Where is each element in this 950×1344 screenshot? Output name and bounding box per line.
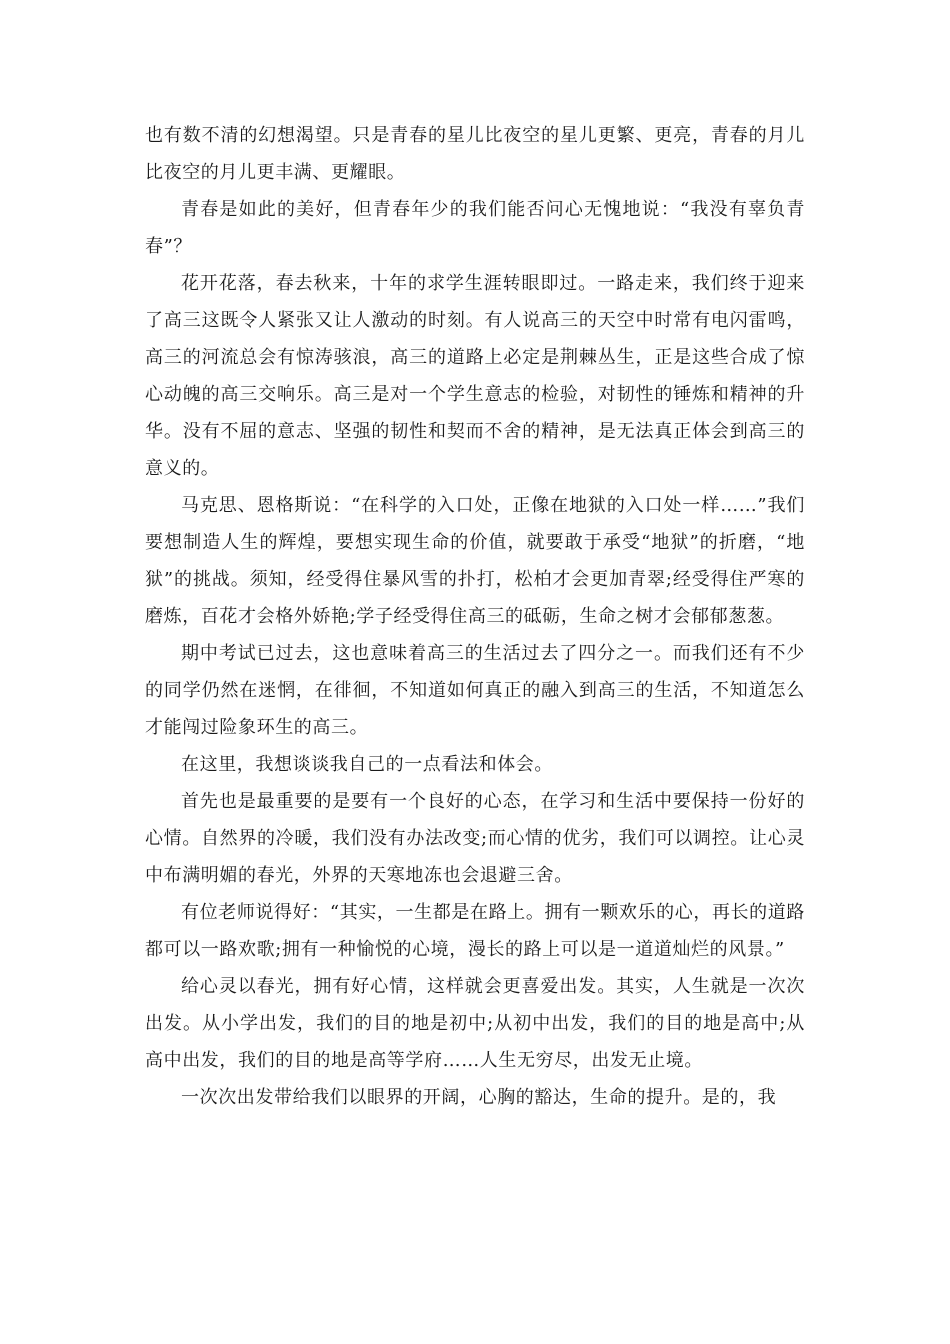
- paragraph-3: 花开花落，春去秋来，十年的求学生涯转眼即过。一路走来，我们终于迎来了高三这既令人紧张又让人激动的时刻。有人说高三的天空中时常有电闪雷鸣，高三的河流总会有惊涛骇浪，高三的道路上必定是荆棘丛生，正是这些合成了惊心动魄的高三交响乐。高三是对一个学生意志的检验，对韧性的锤炼和精神的升华。没有不屈的意志、坚强的韧性和契而不舍的精神，是无法真正体会到高三的意义的。: [145, 273, 805, 479]
- paragraph-1: 也有数不清的幻想渴望。只是青春的星儿比夜空的星儿更繁、更亮，青春的月儿比夜空的月儿更丰满、更耀眼。: [145, 125, 805, 183]
- paragraph-7: 首先也是最重要的是要有一个良好的心态，在学习和生活中要保持一份好的心情。自然界的冷暖，我们没有办法改变;而心情的优劣，我们可以调控。让心灵中布满明媚的春光，外界的天寒地冻也会退避三舍。: [145, 791, 805, 886]
- paragraph-6: 在这里，我想谈谈我自己的一点看法和体会。: [181, 754, 553, 775]
- paragraph-2: 青春是如此的美好，但青春年少的我们能否问心无愧地说：“我没有辜负青春”？: [145, 199, 805, 257]
- paragraph-9: 给心灵以春光，拥有好心情，这样就会更喜爱出发。其实，人生就是一次次出发。从小学出发，我们的目的地是初中;从初中出发，我们的目的地是高中;从高中出发，我们的目的地是高等学府……人生无穷尽，出发无止境。: [145, 976, 805, 1071]
- paragraph-10: 一次次出发带给我们以眼界的开阔，心胸的豁达，生命的提升。是的，我: [181, 1087, 777, 1108]
- paragraph-4: 马克思、恩格斯说：“在科学的入口处，正像在地狱的入口处一样……”我们要想制造人生的辉煌，要想实现生命的价值，就要敢于承受“地狱”的折磨，“地狱”的挑战。须知，经受得住暴风雪的扑打，松柏才会更加青翠;经受得住严寒的磨炼，百花才会格外娇艳;学子经受得住高三的砥砺，生命之树才会郁郁葱葱。: [145, 495, 805, 627]
- document-body: [145, 117, 805, 1116]
- paragraph-8: 有位老师说得好：“其实，一生都是在路上。拥有一颗欢乐的心，再长的道路都可以一路欢歌;拥有一种愉悦的心境，漫长的路上可以是一道道灿烂的风景。”: [145, 902, 805, 960]
- paragraph-5: 期中考试已过去，这也意味着高三的生活过去了四分之一。而我们还有不少的同学仍然在迷惘，在徘徊，不知道如何真正的融入到高三的生活，不知道怎么才能闯过险象环生的高三。: [145, 643, 805, 738]
